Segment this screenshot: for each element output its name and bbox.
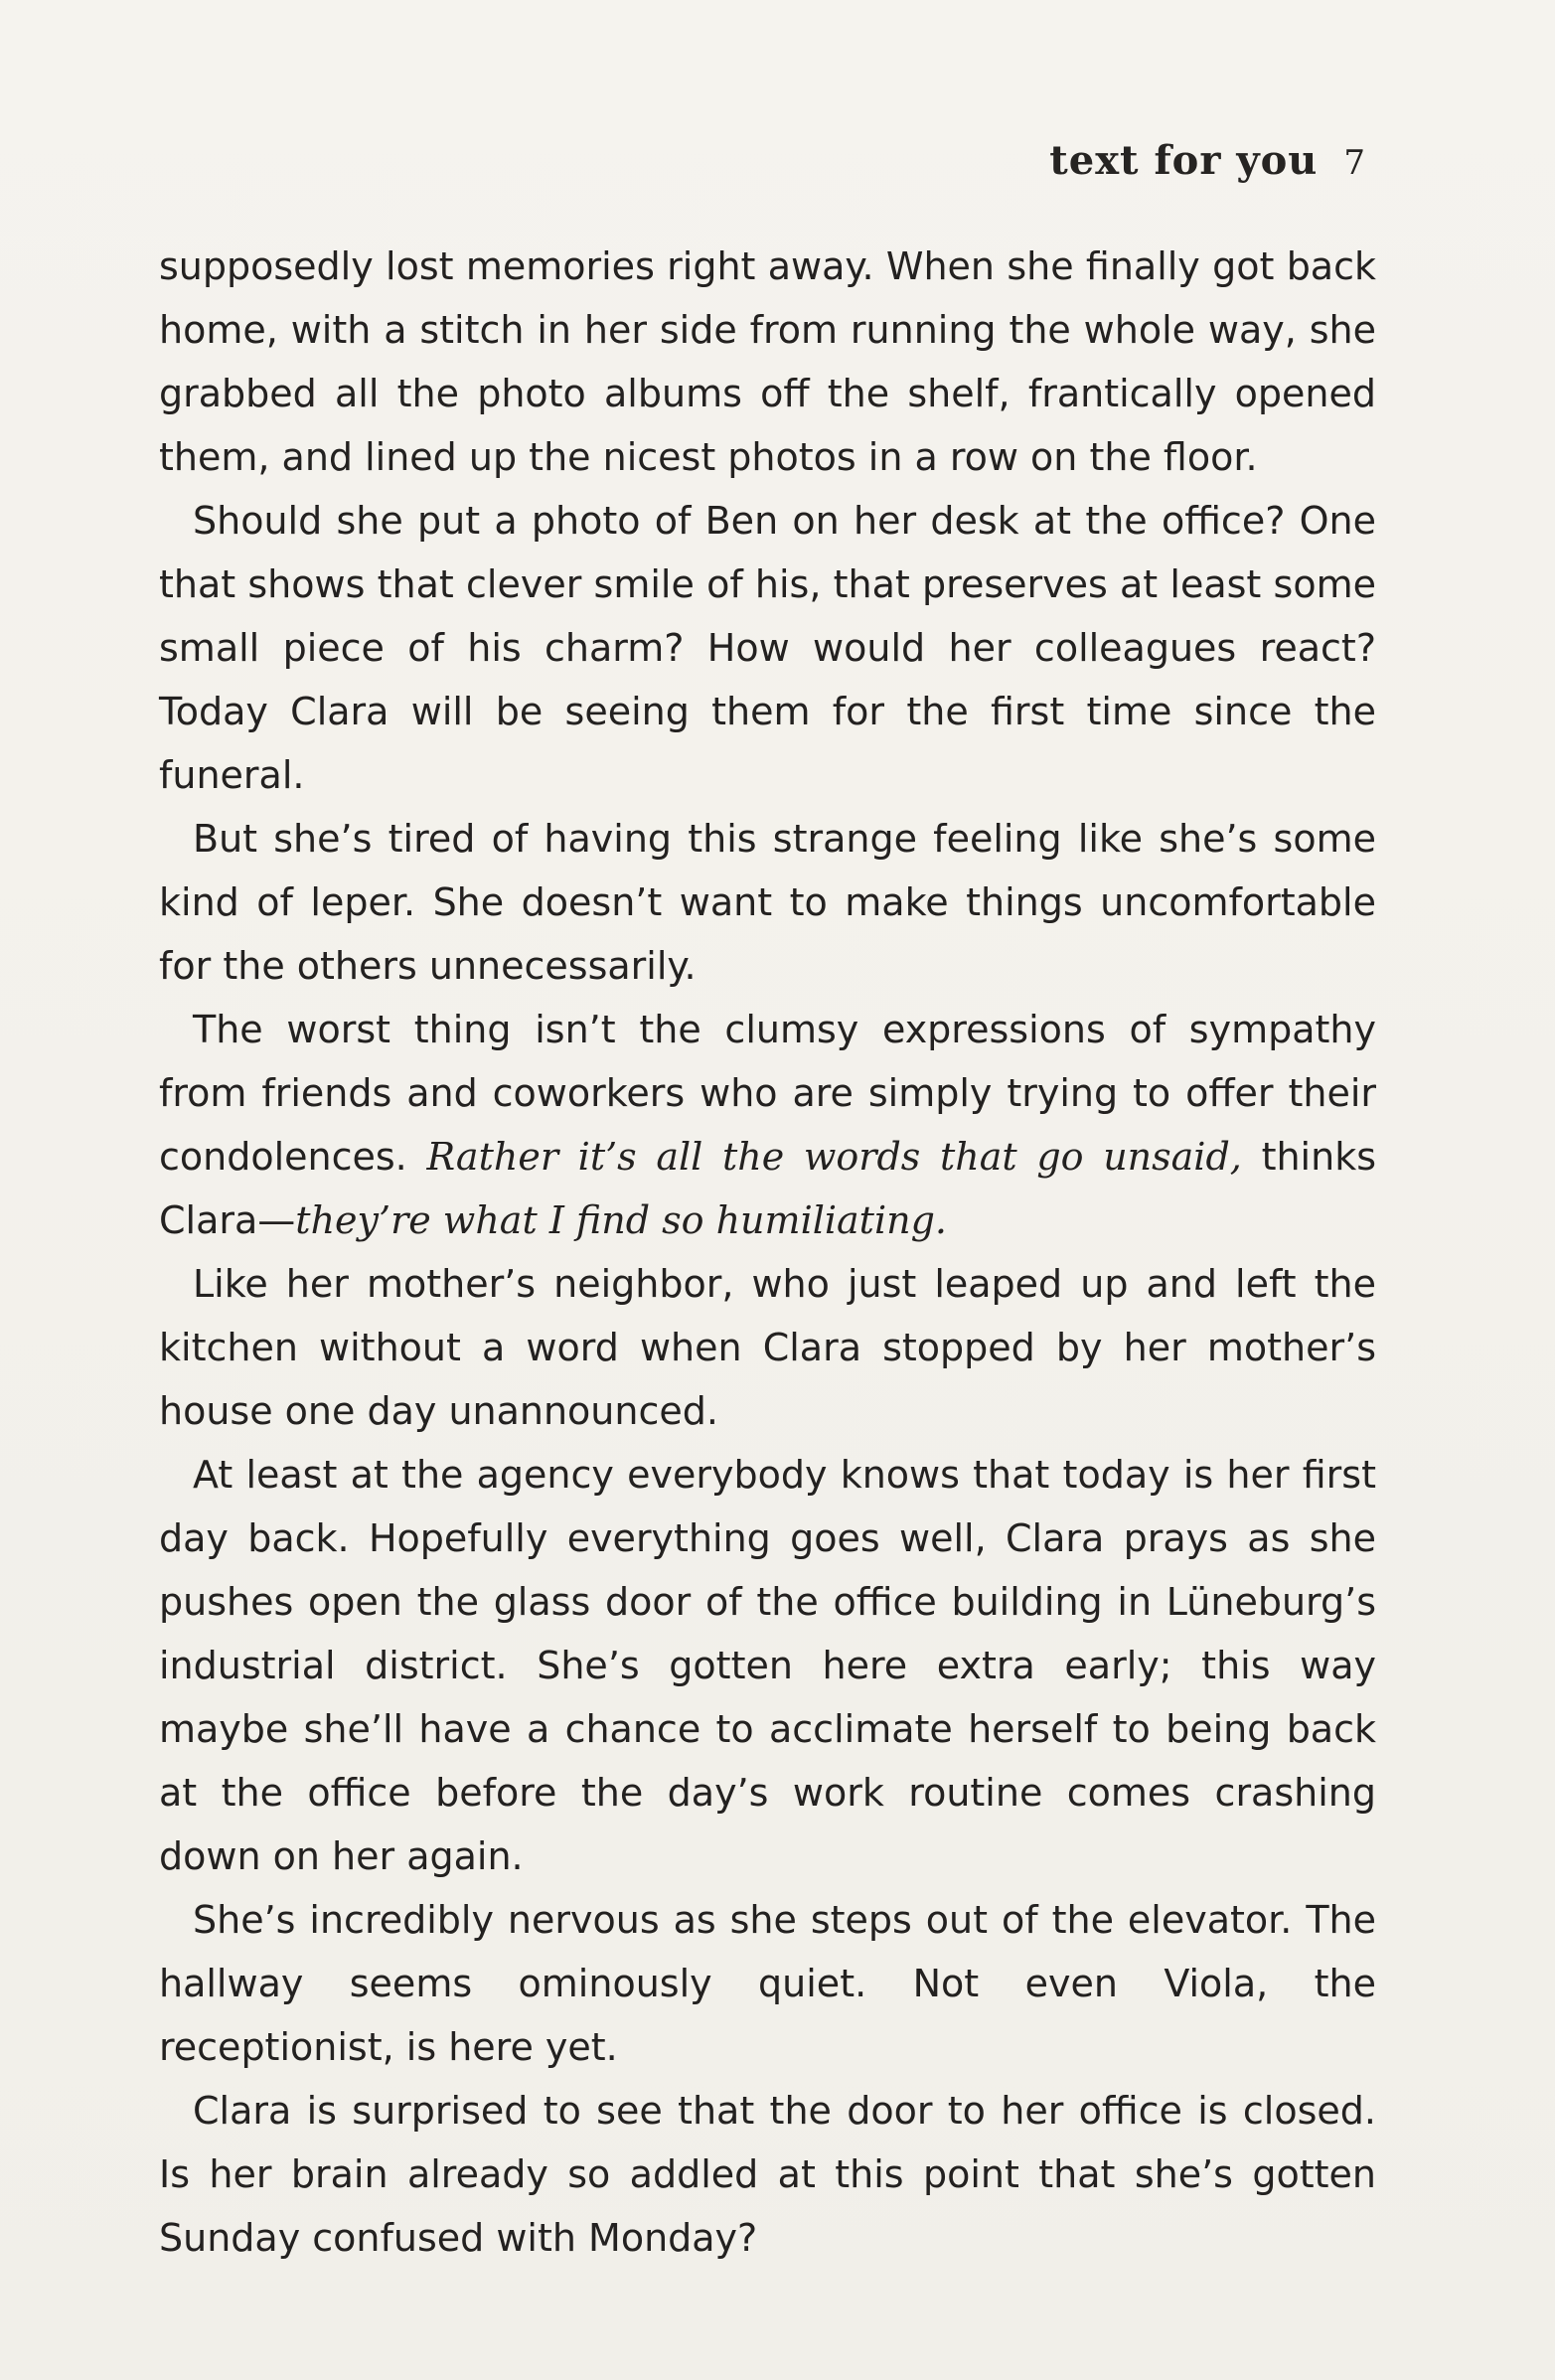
paragraph-4-text-a: The worst thing isn’t the clumsy expressions of sympathy from friends and coworkers who are simply trying to offer their condolences. — [159, 1008, 1376, 1179]
paragraph-6: At least at the agency everybody knows that today is her first day back. Hopefully everything goes well, Clara prays as she pushes open the glass door of the office building in Lüneburg’s industrial district. She’s gotten here extra early; this way maybe she’ll have a chance to acclimate herself to being back at the office before the day’s work routine comes crashing down on her again. — [159, 1453, 1376, 1878]
running-title: text for you — [1049, 137, 1319, 184]
paragraph-4-italic-a: Rather it’s all the words that go unsaid, — [426, 1135, 1242, 1179]
paragraph-2: Should she put a photo of Ben on her desk at the office? One that shows that clever smile of his, that preserves at least some small piece of his charm? How would her colleagues react? Today Clara will be seeing them for the first time since the funeral. — [159, 499, 1376, 797]
paragraph-4-italic-b: they’re what I find so humiliating. — [295, 1198, 947, 1242]
page-number: 7 — [1343, 143, 1366, 183]
paragraph-8: Clara is surprised to see that the door to her office is closed. Is her brain already so addled at this point that she’s gotten Sunday confused with Monday? — [159, 2089, 1376, 2260]
body-text — [159, 235, 1376, 2270]
paragraph-3: But she’s tired of having this strange feeling like she’s some kind of leper. She doesn’t want to make things uncomfortable for the others unnecessarily. — [159, 817, 1376, 988]
paragraph-1: supposedly lost memories right away. When she finally got back home, with a stitch in her side from running the whole way, she grabbed all the photo albums off the shelf, frantically opened them, and lined up the nicest photos in a row on the floor. — [159, 244, 1376, 479]
paragraph-4 — [159, 998, 1376, 1252]
paragraph-4-text-b: thinks Clara— — [159, 1135, 1376, 1242]
paragraph-7: She’s incredibly nervous as she steps out of the elevator. The hallway seems ominously quiet. Not even Viola, the receptionist, is here yet. — [159, 1898, 1376, 2069]
paragraph-5: Like her mother’s neighbor, who just leaped up and left the kitchen without a word when Clara stopped by her mother’s house one day unannounced. — [159, 1262, 1376, 1433]
running-header — [1049, 137, 1366, 184]
